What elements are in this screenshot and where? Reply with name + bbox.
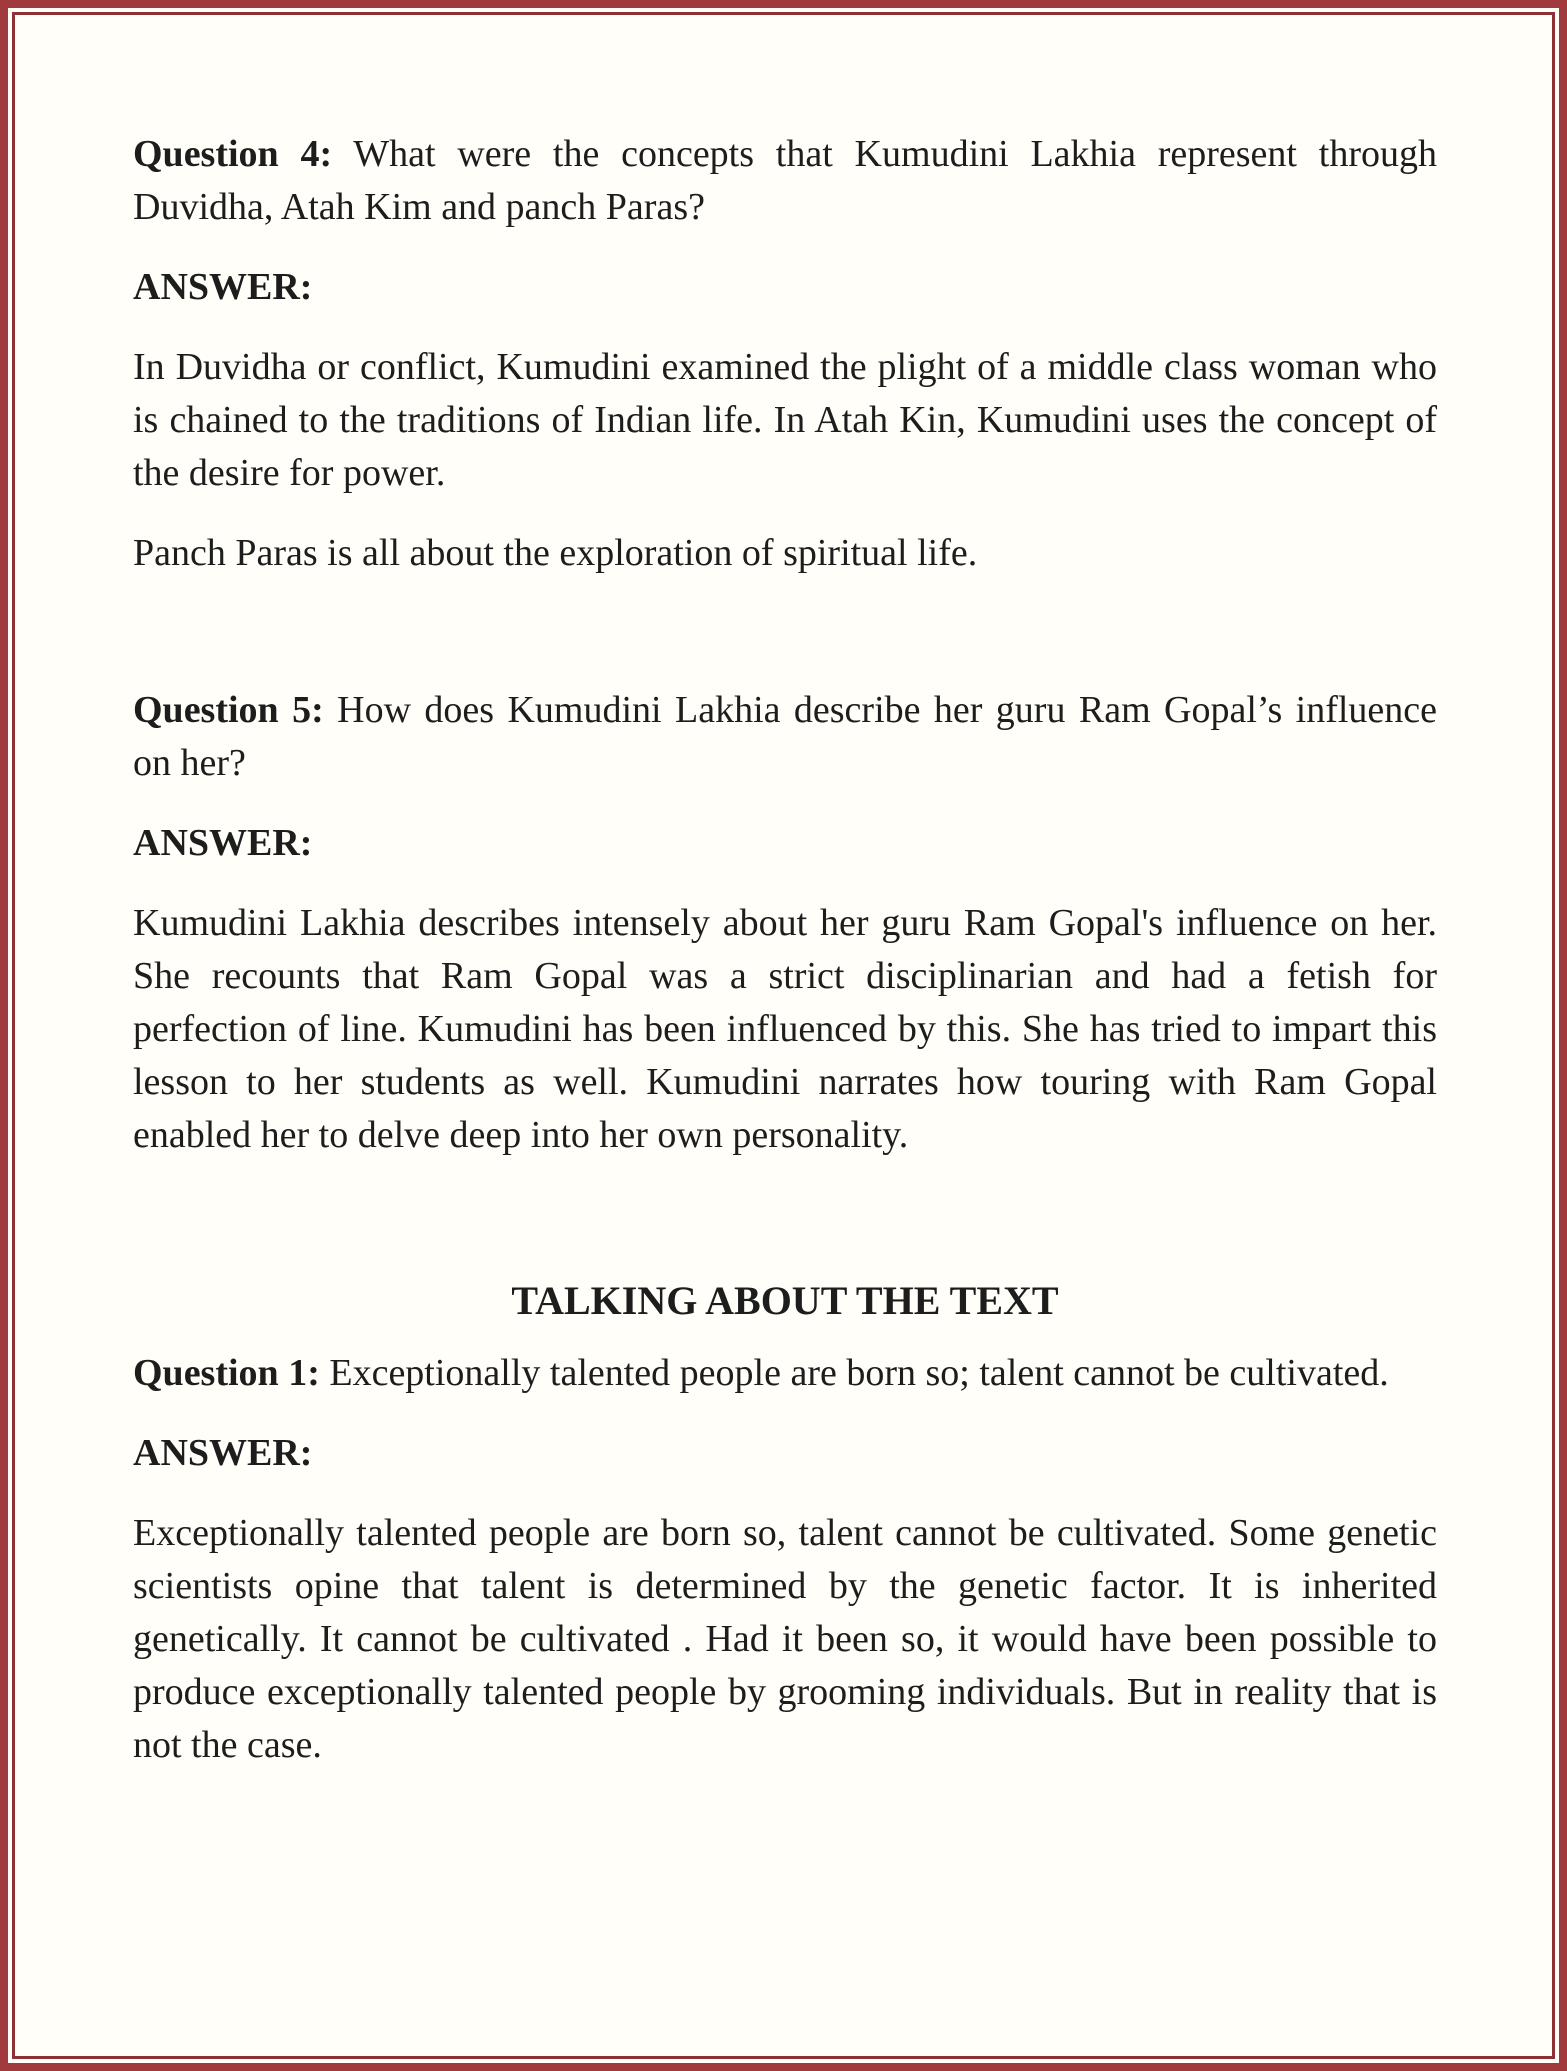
answer-4-paragraph-1: In Duvidha or conflict, Kumudini examined the plight of a middle class woman who is chained to the traditions of Indian life. In Atah Kin, Kumudini uses the concept of the desire for power.: [133, 346, 1437, 494]
answer-label-q4: [133, 261, 1437, 314]
question-4: [133, 128, 1437, 234]
answer-label-q4-text: ANSWER:: [133, 266, 313, 308]
question-1-label: Question 1:: [133, 1352, 320, 1394]
answer-label-q5: [133, 817, 1437, 870]
page-content: [12, 12, 1555, 2059]
answer-label-q1: [133, 1427, 1437, 1480]
question-5: [133, 684, 1437, 790]
answer-1-paragraph: Exceptionally talented people are born so, talent cannot be cultivated. Some genetic scientists opine that talent is determined by the genetic factor. It is inherited genetically. It cannot be cultivated . Had it been so, it would have been possible to produce exceptionally talented people by grooming individuals. But in reality that is not the case.: [133, 1512, 1437, 1766]
answer-5-paragraph: Kumudini Lakhia describes intensely about her guru Ram Gopal's influence on her. She recounts that Ram Gopal was a strict disciplinarian and had a fetish for perfection of line. Kumudini has been influenced by this. She has tried to impart this lesson to her students as well. Kumudini narrates how touring with Ram Gopal enabled her to delve deep into her own personality.: [133, 902, 1437, 1156]
question-5-label: Question 5:: [133, 689, 324, 731]
question-1: [133, 1347, 1437, 1400]
answer-label-q5-text: ANSWER:: [133, 822, 313, 864]
section-heading: TALKING ABOUT THE TEXT: [511, 1278, 1059, 1323]
question-1-text: Exceptionally talented people are born so; talent cannot be cultivated.: [329, 1352, 1389, 1394]
answer-4-paragraph-2: Panch Paras is all about the exploration of spiritual life.: [133, 532, 978, 574]
question-5-text: How does Kumudini Lakhia describe her guru Ram Gopal’s influence on her?: [133, 689, 1438, 784]
border-gap: [8, 8, 1559, 2063]
question-4-label: Question 4:: [133, 133, 333, 175]
question-4-text: What were the concepts that Kumudini Lakhia represent through Duvidha, Atah Kim and panch Paras?: [133, 133, 1437, 228]
answer-label-q1-text: ANSWER:: [133, 1432, 313, 1474]
